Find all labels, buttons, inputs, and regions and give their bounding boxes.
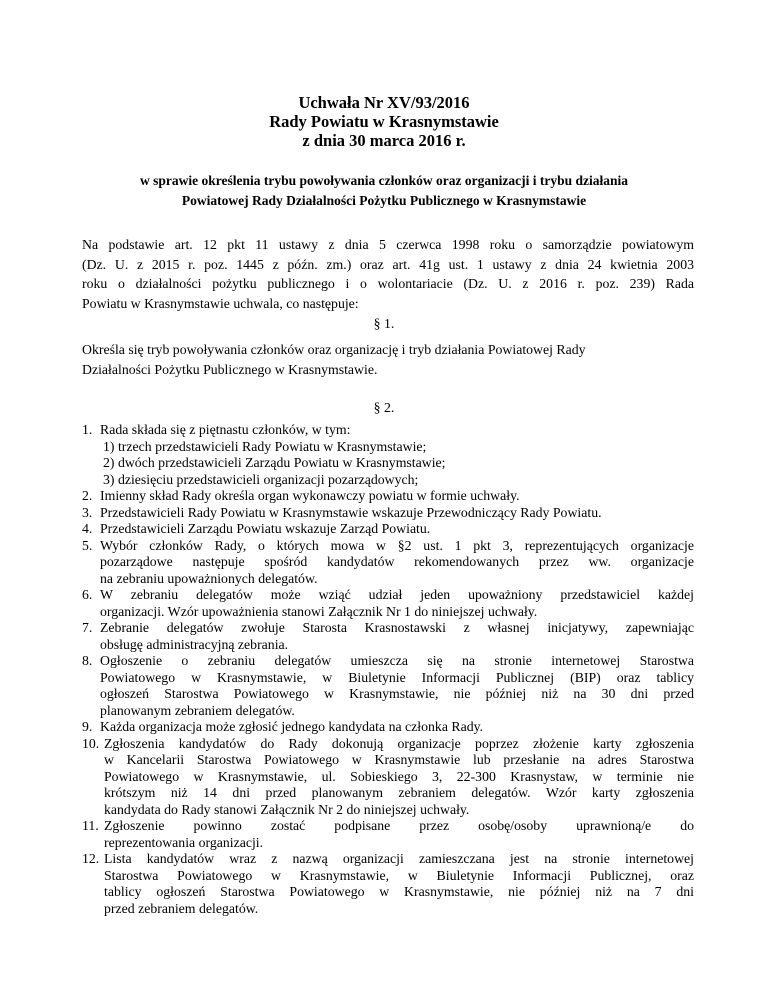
list-item-line: na zebraniu upoważnionych delegatów. [100, 570, 318, 586]
list-item-line: Starostwa Powiatowego w Krasnymstawie, w Biuletynie Informacji Publicznej, oraz [104, 867, 694, 883]
list-item [82, 488, 694, 505]
list-item-line: Zgłoszenia kandydatów do Rady dokonują organizacje poprzez złożenie karty zgłoszenia [104, 735, 694, 751]
list-item-line: kandydata do Rady stanowi Załącznik Nr 2 do niniejszej uchwały. [104, 801, 470, 817]
list-item-line: Przedstawicieli Zarządu Powiatu wskazuje Zarząd Powiatu. [100, 521, 431, 536]
list-item-line: reprezentowania organizacji. [104, 834, 264, 850]
section-1-text [82, 340, 694, 379]
preamble [82, 235, 694, 313]
list-item-line: planowanym zebraniem delegatów. [100, 702, 295, 718]
preamble-line: Na podstawie art. 12 pkt 11 ustawy z dnia 5 czerwca 1998 roku o samorządzie powiatowym [82, 237, 694, 252]
list-item-line: Powiatowego w Krasnymstawie, ul. Sobieskiego 3, 22-300 Krasnystaw, w terminie nie [104, 768, 694, 784]
sub-list-item: 3) dziesięciu przedstawicieli organizacji pozarządowych; [103, 471, 419, 487]
list-item-line: Przedstawicieli Rady Powiatu w Krasnymstawie wskazuje Przewodniczący Rady Powiatu. [100, 504, 602, 520]
resolution-subject [60, 171, 708, 211]
list-item-line: pozarządowe następuje spośród kandydatów rekomendowanych przez ww. organizacje [100, 554, 694, 569]
list-item-line: w Kancelarii Starostwa Powiatowego w Krasnymstawie lub przesłanie na adres Starostwa [104, 752, 694, 767]
list-item [82, 736, 694, 819]
list-item-number: 11. [82, 818, 99, 833]
list-item-number: 6. [82, 587, 93, 602]
list-item [82, 851, 694, 917]
list-item-number: 2. [82, 488, 93, 503]
section-1-line: Działalności Pożytku Publicznego w Krasnymstawie. [82, 361, 378, 377]
preamble-line: Powiatu w Krasnymstawie uchwala, co następuje: [82, 295, 359, 311]
list-item-number: 8. [82, 653, 93, 668]
sub-list-item: 2) dwóch przedstawicieli Zarządu Powiatu w Krasnymstawie; [103, 455, 446, 470]
list-item-line: krótszym niż 14 dni przed planowanym zebraniem delegatów. Wzór karty zgłoszenia [104, 785, 694, 800]
list-item-line: Powiatowego w Krasnymstawie, w Biuletynie Informacji Publicznej (BIP) oraz tablicy [100, 669, 694, 685]
list-item [82, 505, 694, 522]
preamble-line: (Dz. U. z 2015 r. poz. 1445 z późn. zm.) oraz art. 41g ust. 1 ustawy z dnia 24 kwietnia 2003 [82, 256, 694, 272]
section-2-mark: § 2. [373, 400, 395, 415]
list-item-number: 5. [82, 537, 93, 553]
list-item [82, 422, 694, 439]
list-item-line: Imienny skład Rady określa organ wykonawczy powiatu w formie uchwały. [100, 488, 520, 503]
list-item-line: Zebranie delegatów zwołuje Starosta Krasnostawski z własnej inicjatywy, zapewniając [100, 620, 694, 635]
list-item-number: 7. [82, 620, 93, 635]
resolution-date: z dnia 30 marca 2016 r. [302, 131, 466, 150]
subject-line: w sprawie określenia trybu powoływania członków oraz organizacji i trybu działania [140, 173, 628, 188]
list-item-line: Zgłoszenie powinno zostać podpisane przez osobę/osoby uprawnioną/e do [104, 818, 694, 833]
list-item-number: 1. [82, 422, 93, 437]
list-item [82, 538, 694, 588]
list-item-number: 9. [82, 719, 93, 734]
council-name: Rady Powiatu w Krasnymstawie [269, 112, 499, 131]
list-item-number: 3. [82, 504, 93, 520]
resolution-number: Uchwała Nr XV/93/2016 [298, 93, 470, 112]
list-item-line: Ogłoszenie o zebraniu delegatów umieszcza się na stronie internetowej Starostwa [100, 653, 694, 668]
list-item-line: organizacji. Wzór upoważnienia stanowi Załącznik Nr 1 do niniejszej uchwały. [100, 603, 538, 619]
list-item-number: 12. [82, 851, 100, 866]
subject-line: Powiatowej Rady Działalności Pożytku Publicznego w Krasnymstawie [181, 193, 587, 208]
preamble-line: roku o działalności pożytku publicznego i o wolontariacie (Dz. U. z 2016 r. poz. 239) Rada [82, 276, 694, 292]
sub-list-item: 1) trzech przedstawicieli Rady Powiatu w Krasnymstawie; [103, 438, 427, 454]
list-item-number: 10. [82, 735, 100, 751]
list-item-number: 4. [82, 521, 93, 536]
list-item-line: Każda organizacja może zgłosić jednego kandydata na członka Rady. [100, 719, 484, 734]
list-item [82, 653, 694, 719]
section-1-line: Określa się tryb powoływania członków oraz organizację i tryb działania Powiatowej Rady [82, 342, 586, 357]
list-item [82, 719, 694, 736]
list-item-line: ogłoszeń Starostwa Powiatowego w Krasnymstawie, nie później niż na 30 dni przed [100, 686, 694, 701]
list-item-line: Lista kandydatów wraz z nazwą organizacji zamieszczana jest na stronie internetowej [104, 851, 694, 866]
list-item-line: Wybór członków Rady, o których mowa w §2 ust. 1 pkt 3, reprezentujących organizacje [100, 537, 694, 553]
list-item-line: obsługę administracyjną zebrania. [100, 636, 289, 652]
list-item [82, 818, 694, 851]
list-item [82, 521, 694, 538]
list-item [82, 620, 694, 653]
list-item-line: Rada składa się z piętnastu członków, w tym: [100, 422, 351, 437]
list-item-line: W zebraniu delegatów może wziąć udział jeden upoważniony przedstawiciel każdej [100, 587, 694, 602]
list-item [82, 587, 694, 620]
section-2-list [82, 422, 694, 917]
list-item-line: tablicy ogłoszeń Starostwa Powiatowego w Krasnymstawie, nie później niż na 7 dni [104, 884, 694, 899]
list-item-line: przed zebraniem delegatów. [104, 900, 259, 916]
section-1-mark: § 1. [373, 316, 395, 331]
